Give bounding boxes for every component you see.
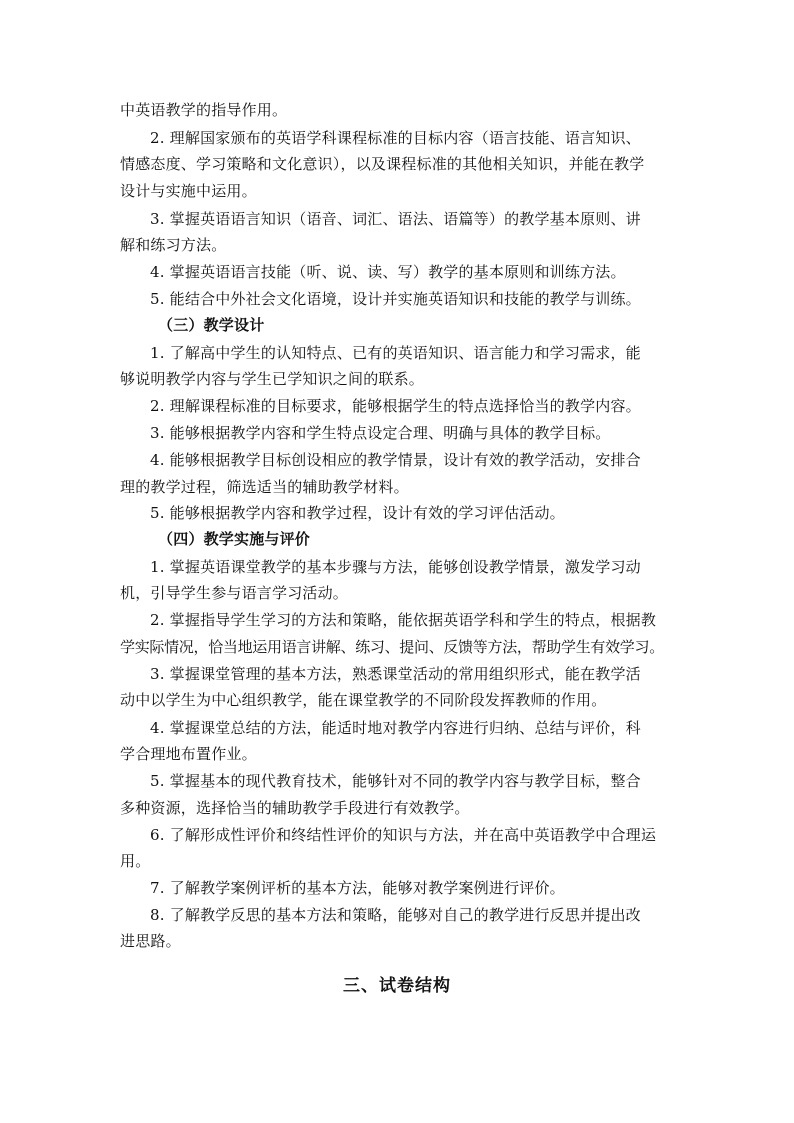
text-line: 学实际情况，恰当地运用语言讲解、练习、提问、反馈等方法，帮助学生有效学习。 <box>120 638 664 656</box>
text-line: 用。 <box>120 852 151 870</box>
text-line: 7. 了解教学案例评析的基本方法，能够对教学案例进行评价。 <box>150 879 565 897</box>
text-line: 2. 理解课程标准的目标要求，能够根据学生的特点选择恰当的教学内容。 <box>150 397 641 415</box>
text-line: 理的教学过程，筛选适当的辅助教学材料。 <box>120 478 409 496</box>
subsection-heading: （三）教学设计 <box>158 316 265 334</box>
text-line: 5. 能够根据教学内容和教学过程，设计有效的学习评估活动。 <box>150 504 565 522</box>
text-line: 3. 掌握英语语言知识（语音、词汇、语法、语篇等）的教学基本原则、讲 <box>150 210 641 228</box>
text-line: 多种资源，选择恰当的辅助教学手段进行有效教学。 <box>120 799 470 817</box>
text-line: 3. 能够根据教学内容和学生特点设定合理、明确与具体的教学目标。 <box>150 424 611 442</box>
text-line: 情感态度、学习策略和文化意识），以及课程标准的其他相关知识，并能在教学 <box>120 155 645 173</box>
text-line: 4. 掌握课堂总结的方法，能适时地对教学内容进行归纳、总结与评价，科 <box>150 719 641 737</box>
text-line: 设计与实施中运用。 <box>120 182 257 200</box>
text-line: 1. 掌握英语课堂教学的基本步骤与方法，能够创设教学情景，激发学习动 <box>150 558 641 576</box>
text-line: 1. 了解高中学生的认知特点、已有的英语知识、语言能力和学习需求，能 <box>150 344 641 362</box>
text-line: 6. 了解形成性评价和终结性评价的知识与方法，并在高中英语教学中合理运 <box>150 826 657 844</box>
text-line: 5. 掌握基本的现代教育技术，能够针对不同的教学内容与教学目标，整合 <box>150 772 641 790</box>
section-title: 三、试卷结构 <box>343 976 451 996</box>
subsection-heading: （四）教学实施与评价 <box>158 530 311 548</box>
text-line: 4. 能够根据教学目标创设相应的教学情景，设计有效的教学活动，安排合 <box>150 451 641 469</box>
text-line: 8. 了解教学反思的基本方法和策略，能够对自己的教学进行反思并提出改 <box>150 906 641 924</box>
text-line: 学合理地布置作业。 <box>120 745 257 763</box>
text-line: 3. 掌握课堂管理的基本方法，熟悉课堂活动的常用组织形式，能在教学活 <box>150 665 641 683</box>
text-line: 2. 理解国家颁布的英语学科课程标准的目标内容（语言技能、语言知识、 <box>150 129 641 147</box>
text-line: 解和练习方法。 <box>120 236 227 254</box>
text-line: 2. 掌握指导学生学习的方法和策略，能依据英语学科和学生的特点，根据教 <box>150 611 657 629</box>
text-line: 动中以学生为中心组织教学，能在课堂教学的不同阶段发挥教师的作用。 <box>120 691 607 709</box>
text-line: 够说明教学内容与学生已学知识之间的联系。 <box>120 370 425 388</box>
text-line: 中英语教学的指导作用。 <box>120 101 288 119</box>
text-line: 机，引导学生参与语言学习活动。 <box>120 584 349 602</box>
text-line: 5. 能结合中外社会文化语境，设计并实施英语知识和技能的教学与训练。 <box>150 290 641 308</box>
text-line: 进思路。 <box>120 932 181 950</box>
text-line: 4. 掌握英语语言技能（听、说、读、写）教学的基本原则和训练方法。 <box>150 263 626 281</box>
